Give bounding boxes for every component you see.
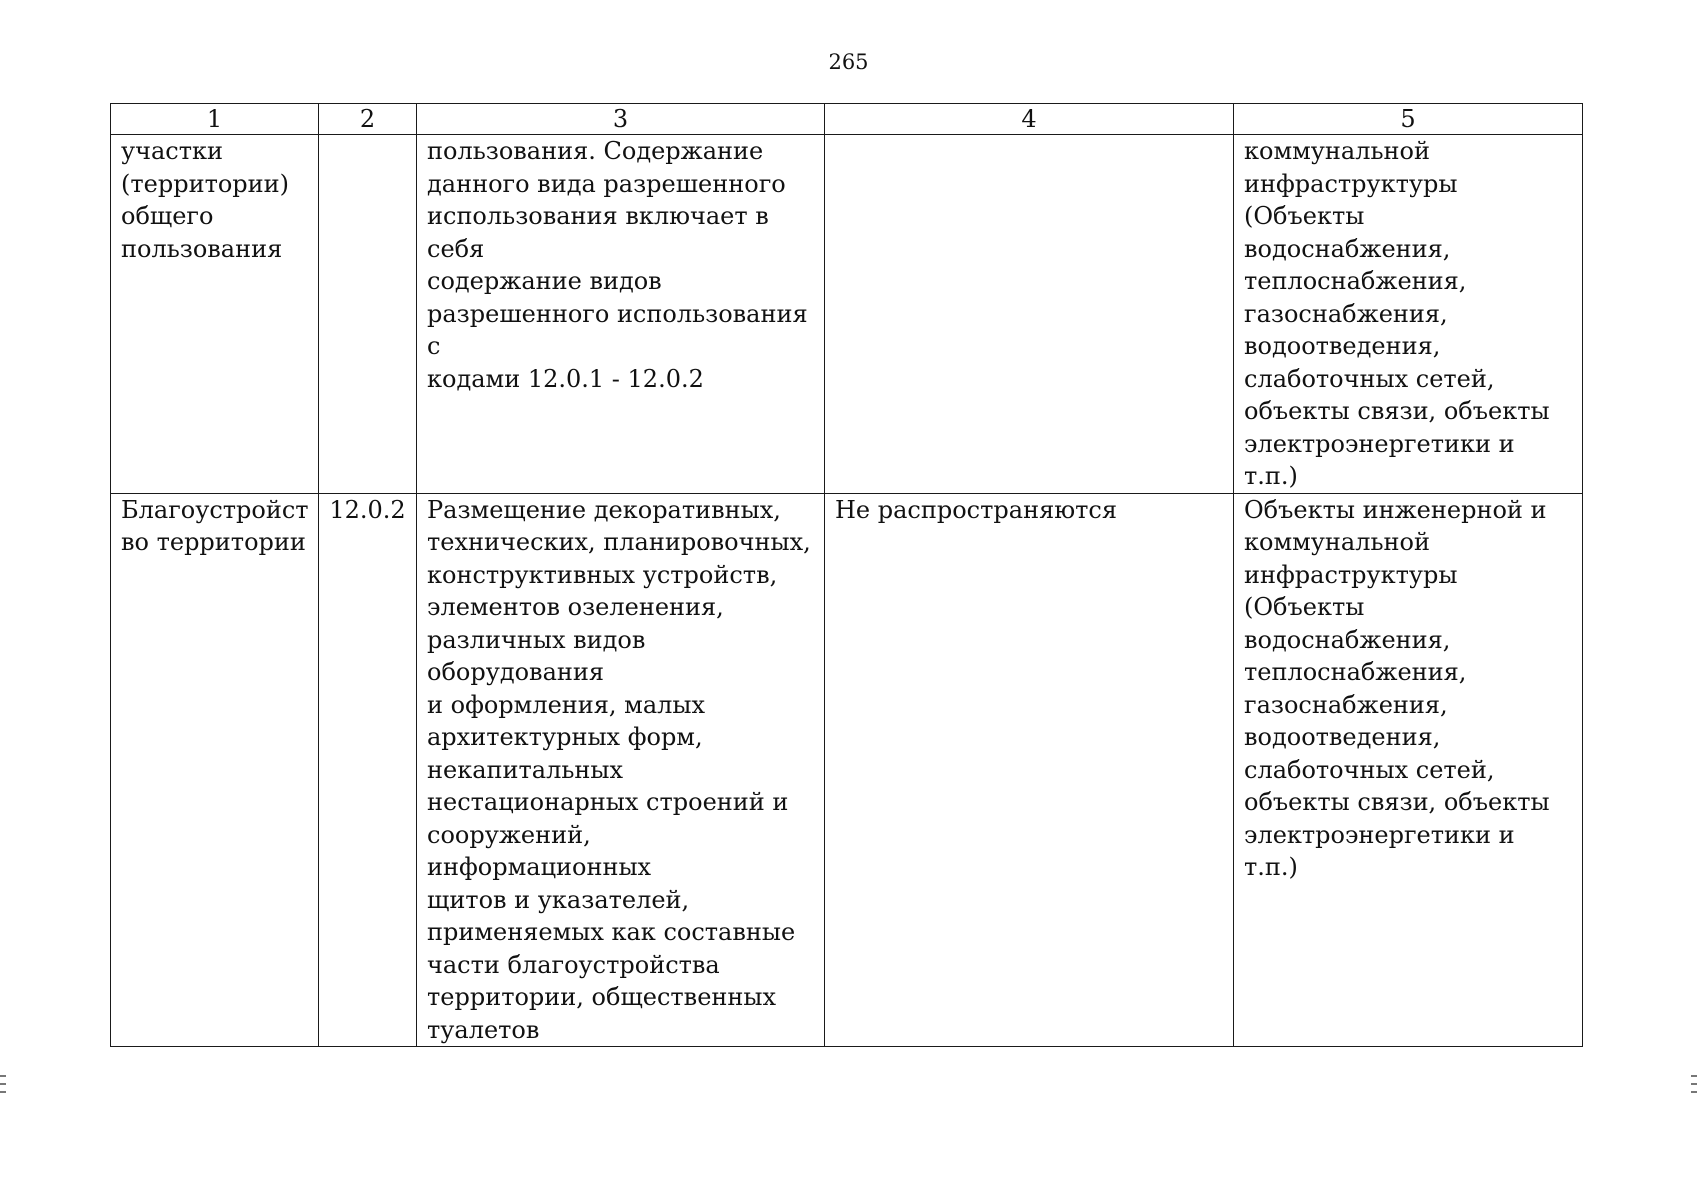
table-header [111, 104, 1583, 135]
column-header-2: 2 [319, 104, 417, 135]
cell-text: участки (территории) общего пользования [121, 137, 290, 263]
header-row [111, 104, 1583, 135]
cell-parameters [825, 493, 1234, 1047]
cell-parameters [825, 135, 1234, 494]
cell-text: 12.0.2 [329, 495, 406, 524]
cell-land-use-name [111, 135, 319, 494]
scan-margin-mark-left [0, 1075, 6, 1093]
cell-auxiliary-uses [1234, 493, 1583, 1047]
cell-land-use-name [111, 493, 319, 1047]
scan-margin-mark-right [1691, 1075, 1697, 1093]
cell-land-use-code [319, 493, 417, 1047]
table-row [111, 493, 1583, 1047]
cell-text: Благоустройст во территории [121, 495, 309, 556]
cell-text: Не распространяются [835, 495, 1117, 524]
cell-land-use-code [319, 135, 417, 494]
cell-land-use-description [417, 493, 825, 1047]
column-header-1: 1 [111, 104, 319, 135]
cell-text: коммунальной инфраструктуры (Объекты водоснабжения, теплоснабжения, газоснабжения, водоотведения, слаботочных сетей, объекты связи, объекты электроэнергетики и т.п.) [1244, 137, 1550, 490]
column-header-5: 5 [1234, 104, 1583, 135]
page-number: 265 [828, 50, 869, 74]
cell-land-use-description [417, 135, 825, 494]
cell-text: пользования. Содержание данного вида разрешенного использования включает в себя содержание видов разрешенного использования с кодами 12.0.1 - 12.0.2 [427, 137, 808, 393]
land-use-table [110, 103, 1583, 1047]
cell-auxiliary-uses [1234, 135, 1583, 494]
column-header-4: 4 [825, 104, 1234, 135]
column-header-3: 3 [417, 104, 825, 135]
cell-text: Объекты инженерной и коммунальной инфраструктуры (Объекты водоснабжения, теплоснабжения, газоснабжения, водоотведения, слаботочных сетей, объекты связи, объекты электроэнергетики и т.п.) [1244, 495, 1550, 881]
cell-text: Размещение декоративных, технических, планировочных, конструктивных устройств, элементов озеленения, различных видов оборудования и оформления, малых архитектурных форм, некапитальных нестационарных строений и сооружений, информационных щитов и указателей, применяемых как составные части благоустройства территории, общественных туалетов [427, 495, 811, 1044]
table-row [111, 135, 1583, 494]
